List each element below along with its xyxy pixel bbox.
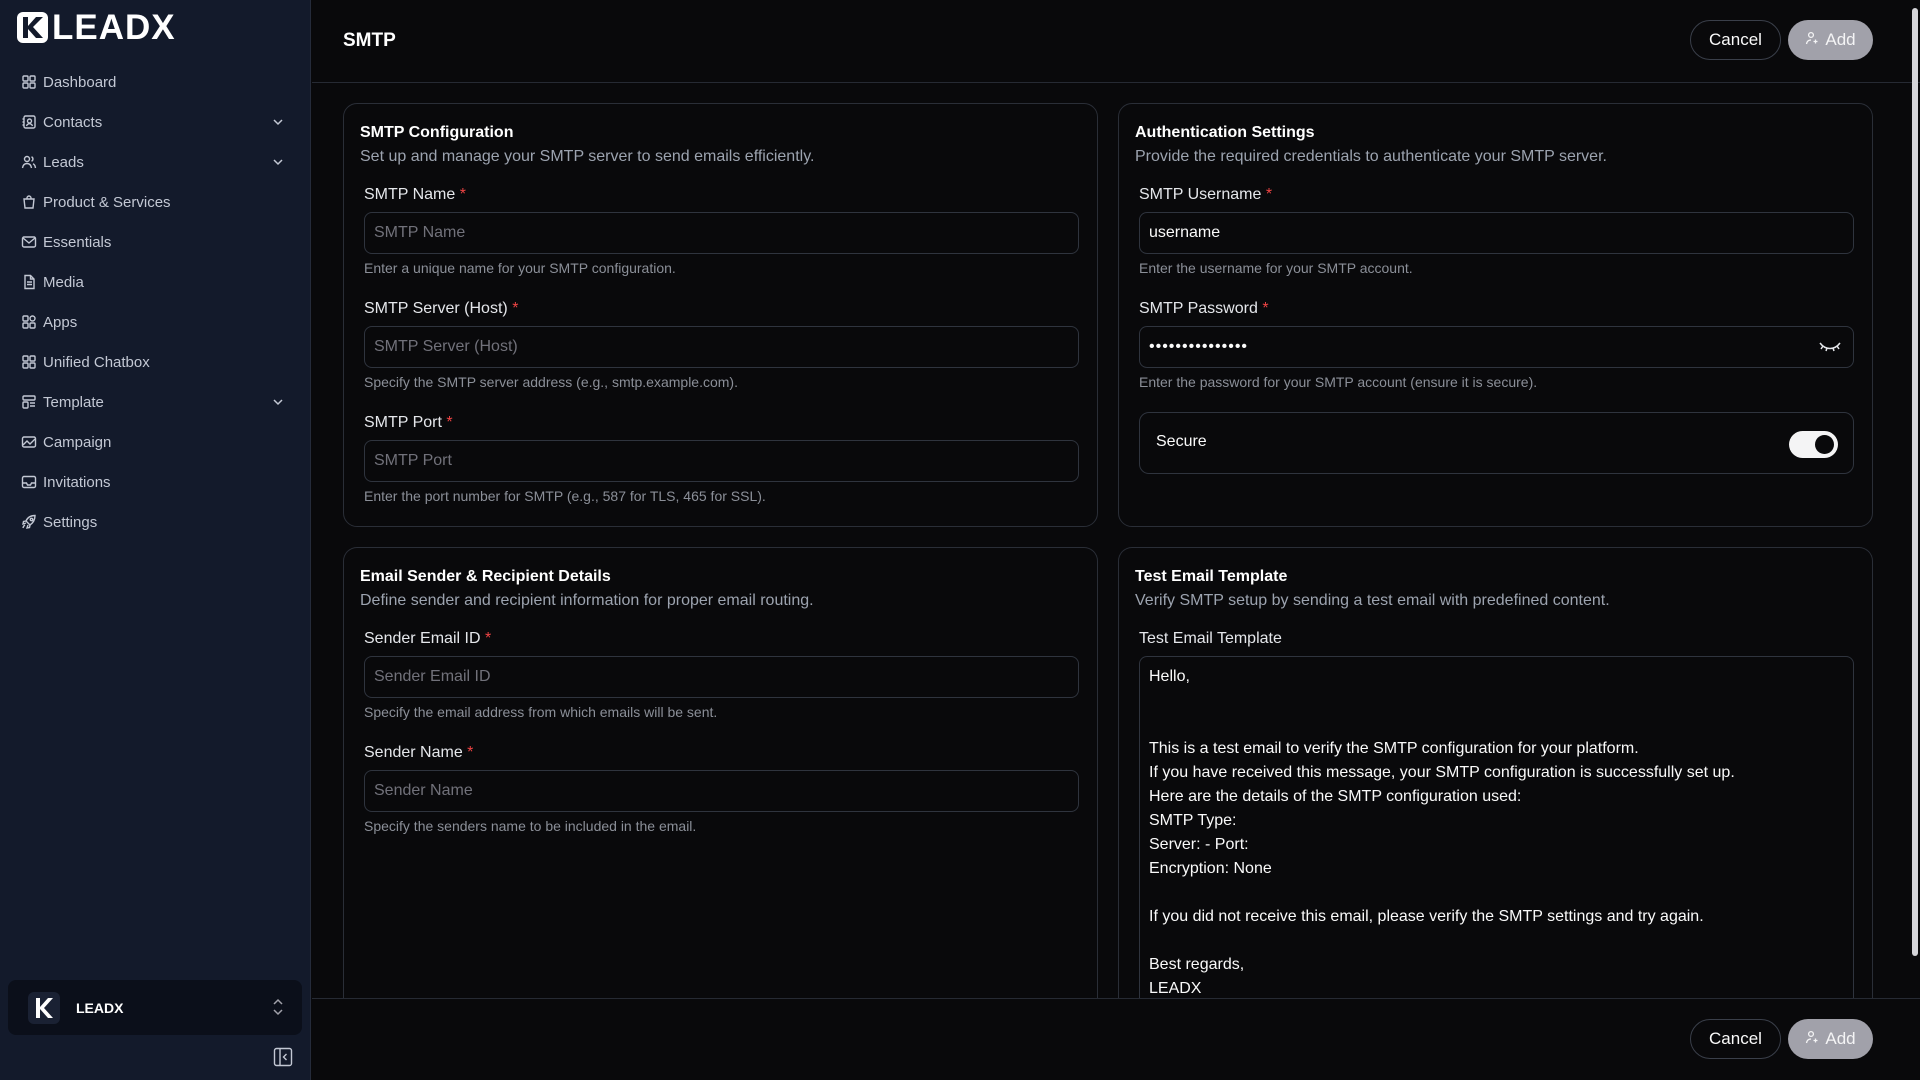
- chevron-down-icon: [270, 154, 286, 170]
- card-subtitle: Set up and manage your SMTP server to send emails efficiently.: [360, 148, 815, 165]
- sidebar-item-label: Unified Chatbox: [43, 353, 150, 371]
- sidebar-item-label: Product & Services: [43, 193, 171, 211]
- label-text: SMTP Port: [364, 414, 442, 431]
- card-subtitle: Verify SMTP setup by sending a test email with predefined content.: [1135, 592, 1610, 609]
- workspace-switcher[interactable]: [8, 980, 302, 1035]
- smtp-configuration-card: [343, 103, 1098, 527]
- apps-icon: [21, 314, 37, 330]
- sidebar-item-label: Settings: [43, 513, 98, 531]
- test-email-template-card: [1118, 547, 1873, 1027]
- sidebar-item-leads[interactable]: [12, 142, 298, 182]
- sender-name-input[interactable]: [364, 770, 1079, 812]
- sidebar-item-settings[interactable]: [12, 502, 298, 542]
- sidebar-item-contacts[interactable]: [12, 102, 298, 142]
- chevron-down-icon: [270, 114, 286, 130]
- card-title: Authentication Settings: [1135, 124, 1315, 141]
- test-template-label: Test Email Template: [1139, 630, 1282, 647]
- card-subtitle: Provide the required credentials to authenticate your SMTP server.: [1135, 148, 1607, 165]
- sender-name-label: [364, 744, 473, 762]
- required-marker: *: [512, 300, 519, 317]
- page-header: [312, 0, 1920, 83]
- card-title: SMTP Configuration: [360, 124, 514, 141]
- brand-logo[interactable]: [17, 8, 176, 47]
- workspace-logo-icon: [28, 992, 60, 1024]
- smtp-password-input[interactable]: [1139, 326, 1854, 368]
- test-template-textarea[interactable]: Hello, This is a test email to verify the SMTP configuration for your platform. If you have received this message, your SMTP configuration is successfully set up. Here are the details of the SMTP configuration used: SMTP Type: Server: - Port: Encryption: None If you did not receive this email, please verify the SMTP settings and try again. Best regards, LEADX: [1139, 656, 1854, 1036]
- sidebar-item-product-services[interactable]: [12, 182, 298, 222]
- sidebar-item-media[interactable]: [12, 262, 298, 302]
- smtp-host-hint: Specify the SMTP server address (e.g., smtp.example.com).: [364, 374, 738, 390]
- sidebar: [0, 0, 311, 1080]
- authentication-settings-card: [1118, 103, 1873, 527]
- sidebar-item-essentials[interactable]: [12, 222, 298, 262]
- smtp-port-label: [364, 414, 453, 432]
- label-text: SMTP Server (Host): [364, 300, 508, 317]
- secure-toggle-row: [1139, 412, 1854, 474]
- smtp-host-label: [364, 300, 518, 318]
- smtp-port-input[interactable]: [364, 440, 1079, 482]
- sidebar-item-label: Invitations: [43, 473, 111, 491]
- eye-closed-icon[interactable]: [1819, 340, 1841, 359]
- sidebar-item-dashboard[interactable]: [12, 62, 298, 102]
- file-icon: [21, 274, 37, 290]
- sender-email-input[interactable]: [364, 656, 1079, 698]
- label-text: Sender Email ID: [364, 630, 481, 647]
- page-footer: [312, 998, 1920, 1080]
- smtp-username-input[interactable]: [1139, 212, 1854, 254]
- label-text: Sender Name: [364, 744, 463, 761]
- smtp-host-input[interactable]: [364, 326, 1079, 368]
- footer-add-button[interactable]: [1788, 1019, 1873, 1059]
- sender-email-hint: Specify the email address from which emails will be sent.: [364, 704, 718, 720]
- placeholder-text: SMTP Name: [374, 224, 466, 241]
- add-label: Add: [1825, 1029, 1856, 1048]
- label-text: SMTP Username: [1139, 186, 1262, 203]
- sidebar-item-label: Apps: [43, 313, 78, 331]
- sidebar-item-label: Media: [43, 273, 84, 291]
- placeholder-text: Sender Email ID: [374, 668, 491, 685]
- placeholder-text: SMTP Server (Host): [374, 338, 518, 355]
- cancel-label: Cancel: [1709, 30, 1762, 49]
- chevron-down-icon: [270, 394, 286, 410]
- sender-details-card: [343, 547, 1098, 1027]
- smtp-password-hint: Enter the password for your SMTP account (ensure it is secure).: [1139, 374, 1538, 390]
- secure-toggle[interactable]: [1789, 431, 1838, 458]
- brand-name: LEADX: [52, 8, 176, 47]
- add-button[interactable]: [1788, 20, 1873, 60]
- sidebar-item-label: Dashboard: [43, 73, 117, 91]
- required-marker: *: [459, 186, 466, 203]
- placeholder-text: SMTP Port: [374, 452, 452, 469]
- mail-icon: [21, 234, 37, 250]
- add-user-icon: [1805, 30, 1819, 50]
- sidebar-item-invitations[interactable]: [12, 462, 298, 502]
- campaign-icon: [21, 434, 37, 450]
- secure-label: Secure: [1156, 433, 1207, 450]
- smtp-username-hint: Enter the username for your SMTP account.: [1139, 260, 1413, 276]
- shopping-bag-icon: [21, 194, 37, 210]
- sidebar-item-label: Leads: [43, 153, 84, 171]
- sidebar-nav: [12, 62, 298, 542]
- sidebar-item-label: Campaign: [43, 433, 112, 451]
- template-icon: [21, 394, 37, 410]
- sidebar-item-label: Template: [43, 393, 104, 411]
- input-value: •••••••••••••••: [1149, 338, 1249, 355]
- smtp-username-label: [1139, 186, 1272, 204]
- required-marker: *: [1265, 186, 1273, 203]
- page-scrollbar[interactable]: [1912, 8, 1918, 956]
- workspace-name: LEADX: [76, 999, 124, 1016]
- smtp-port-hint: Enter the port number for SMTP (e.g., 587 for TLS, 465 for SSL).: [364, 488, 766, 504]
- input-value: username: [1149, 224, 1221, 241]
- sidebar-collapse-icon[interactable]: [273, 1047, 293, 1067]
- add-user-icon: [1805, 1029, 1819, 1049]
- smtp-name-hint: Enter a unique name for your SMTP configuration.: [364, 260, 676, 276]
- required-marker: *: [467, 744, 474, 761]
- rocket-icon: [21, 514, 37, 530]
- sender-name-hint: Specify the senders name to be included in the email.: [364, 818, 697, 834]
- grid-icon: [21, 354, 37, 370]
- card-title: Email Sender & Recipient Details: [360, 568, 611, 585]
- sidebar-item-label: Essentials: [43, 233, 112, 251]
- toggle-knob: [1815, 435, 1834, 454]
- required-marker: *: [446, 414, 453, 431]
- sidebar-item-apps[interactable]: [12, 302, 298, 342]
- dashboard-icon: [21, 74, 37, 90]
- leadx-logo-icon: [17, 12, 48, 43]
- smtp-name-label: [364, 186, 466, 204]
- chevrons-up-down-icon: [270, 998, 286, 1021]
- placeholder-text: Sender Name: [374, 782, 473, 799]
- card-subtitle: Define sender and recipient information for proper email routing.: [360, 592, 814, 609]
- contacts-icon: [21, 114, 37, 130]
- add-label: Add: [1825, 30, 1856, 49]
- sidebar-item-campaign[interactable]: [12, 422, 298, 462]
- required-marker: *: [1262, 300, 1269, 317]
- cancel-button[interactable]: [1690, 20, 1781, 60]
- smtp-name-input[interactable]: [364, 212, 1079, 254]
- footer-cancel-button[interactable]: [1690, 1019, 1781, 1059]
- sidebar-item-template[interactable]: [12, 382, 298, 422]
- inbox-icon: [21, 474, 37, 490]
- label-text: SMTP Name: [364, 186, 456, 203]
- sidebar-item-label: Contacts: [43, 113, 103, 131]
- sender-email-label: [364, 630, 491, 648]
- sidebar-item-unified-chatbox[interactable]: [12, 342, 298, 382]
- cancel-label: Cancel: [1709, 1029, 1762, 1048]
- smtp-password-label: [1139, 300, 1269, 318]
- label-text: SMTP Password: [1139, 300, 1258, 317]
- page-title: SMTP: [343, 30, 396, 51]
- required-marker: *: [484, 630, 492, 647]
- card-title: Test Email Template: [1135, 568, 1288, 585]
- leads-icon: [21, 154, 37, 170]
